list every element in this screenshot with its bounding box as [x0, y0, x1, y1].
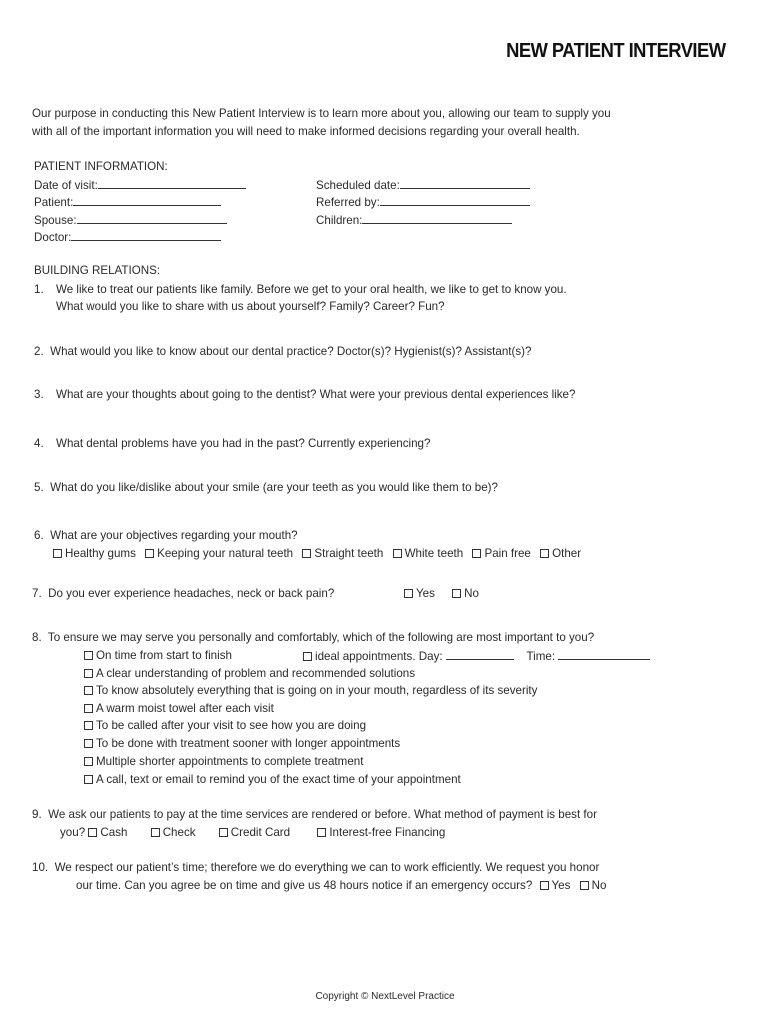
checkbox[interactable]	[393, 549, 402, 558]
q8-option[interactable]: To be done with treatment sooner with longer appointments	[84, 737, 400, 751]
checkbox[interactable]	[84, 686, 93, 695]
checkbox[interactable]	[84, 739, 93, 748]
page-title: NEW PATIENT INTERVIEW	[506, 40, 726, 62]
patient-field[interactable]	[34, 195, 221, 210]
checkbox[interactable]	[84, 721, 93, 730]
q10-line-2: our time. Can you agree be on time and give us 48 hours notice if an emergency occurs?	[76, 879, 533, 892]
patient-label: Patient:	[34, 196, 74, 209]
doctor-line[interactable]	[71, 230, 221, 241]
q10-yes-option[interactable]: Yes	[540, 879, 571, 893]
q9	[32, 808, 597, 822]
q9-you: you?	[60, 826, 86, 839]
spouse-line[interactable]	[77, 213, 227, 224]
checkbox[interactable]	[84, 704, 93, 713]
q8-number: 8.	[32, 631, 42, 644]
q6-text: What are your objectives regarding your mouth?	[50, 529, 298, 542]
checkbox[interactable]	[452, 589, 461, 598]
scheduled-date-label: Scheduled date:	[316, 179, 400, 192]
patient-info-heading: PATIENT INFORMATION:	[34, 160, 168, 173]
children-field[interactable]	[316, 213, 512, 228]
q8-option[interactable]: Multiple shorter appointments to complete treatment	[84, 755, 363, 769]
q5-number: 5.	[34, 481, 44, 494]
option-pain-free[interactable]: Pain free	[472, 547, 530, 561]
q6	[34, 529, 298, 543]
q6-number: 6.	[34, 529, 44, 542]
q1-line-1: We like to treat our patients like family. Before we get to your oral health, we like to get to know you.	[56, 283, 567, 296]
option-white-teeth[interactable]: White teeth	[393, 547, 464, 561]
date-of-visit-line[interactable]	[98, 178, 246, 189]
q2-number: 2.	[34, 345, 44, 358]
building-relations-heading: BUILDING RELATIONS:	[34, 264, 161, 277]
q8-text: To ensure we may serve you personally and comfortably, which of the following are most important to you?	[47, 631, 595, 644]
q7-text: Do you ever experience headaches, neck or back pain?	[48, 587, 335, 600]
q8-option[interactable]: A clear understanding of problem and recommended solutions	[84, 667, 415, 681]
checkbox[interactable]	[145, 549, 154, 558]
children-label: Children:	[316, 214, 363, 227]
q3-text: What are your thoughts about going to the dentist? What were your previous dental experiences like?	[56, 388, 576, 401]
checkbox[interactable]	[317, 828, 326, 837]
q7-no-option[interactable]: No	[452, 587, 479, 601]
date-of-visit-label: Date of visit:	[34, 179, 98, 192]
doctor-label: Doctor:	[34, 231, 72, 244]
intro-line-1: Our purpose in conducting this New Patient Interview is to learn more about you, allowing our team to supply you	[32, 107, 611, 120]
option-healthy-gums[interactable]: Healthy gums	[53, 547, 136, 561]
option-other[interactable]: Other	[540, 547, 581, 561]
scheduled-date-line[interactable]	[400, 178, 530, 189]
checkbox[interactable]	[84, 757, 93, 766]
copyright-footer: Copyright © NextLevel Practice	[315, 991, 455, 1002]
q4-text: What dental problems have you had in the past? Currently experiencing?	[56, 437, 431, 450]
q8-option[interactable]: A call, text or email to remind you of the exact time of your appointment	[84, 773, 461, 787]
time-label: Time:	[526, 650, 556, 663]
q5-text: What do you like/dislike about your smile (are your teeth as you would like them to be)?	[50, 481, 498, 494]
q1-number: 1.	[34, 283, 44, 296]
checkbox[interactable]	[404, 589, 413, 598]
q8-option[interactable]: A warm moist towel after each visit	[84, 702, 274, 716]
checkbox[interactable]	[540, 549, 549, 558]
checkbox[interactable]	[302, 549, 311, 558]
checkbox[interactable]	[540, 881, 549, 890]
q4-number: 4.	[34, 437, 44, 450]
q9-number: 9.	[32, 808, 42, 821]
scheduled-date-field[interactable]	[316, 178, 530, 193]
q1-line-2: What would you like to share with us about yourself? Family? Career? Fun?	[56, 300, 445, 313]
q8-option-ideal-appointments[interactable]: ideal appointments. Day: Time:	[303, 649, 650, 664]
q7-number: 7.	[32, 587, 42, 600]
q10	[32, 861, 599, 875]
day-line[interactable]	[446, 649, 514, 660]
time-line[interactable]	[558, 649, 650, 660]
checkbox[interactable]	[84, 651, 93, 660]
q3-number: 3.	[34, 388, 44, 401]
q5	[34, 481, 498, 495]
checkbox[interactable]	[88, 828, 97, 837]
q10-no-option[interactable]: No	[580, 879, 607, 893]
q9-options	[60, 826, 445, 840]
checkbox[interactable]	[151, 828, 160, 837]
checkbox[interactable]	[472, 549, 481, 558]
payment-credit-card-option[interactable]: Credit Card	[219, 826, 290, 840]
checkbox[interactable]	[84, 669, 93, 678]
q7-yes-option[interactable]: Yes	[404, 587, 435, 601]
spouse-label: Spouse:	[34, 214, 77, 227]
q8-option-on-time[interactable]: On time from start to finish	[84, 649, 232, 663]
patient-line[interactable]	[73, 195, 221, 206]
referred-by-label: Referred by:	[316, 196, 380, 209]
referred-by-line[interactable]	[380, 195, 530, 206]
option-natural-teeth[interactable]: Keeping your natural teeth	[145, 547, 293, 561]
checkbox[interactable]	[84, 775, 93, 784]
q8-option[interactable]: To be called after your visit to see how you are doing	[84, 719, 366, 733]
payment-check-option[interactable]: Check	[151, 826, 196, 840]
date-of-visit-field[interactable]	[34, 178, 246, 193]
checkbox[interactable]	[219, 828, 228, 837]
option-straight-teeth[interactable]: Straight teeth	[302, 547, 383, 561]
children-line[interactable]	[362, 213, 512, 224]
q2	[34, 345, 531, 359]
q8-option[interactable]: To know absolutely everything that is going on in your mouth, regardless of its severity	[84, 684, 537, 698]
q6-options	[53, 547, 581, 561]
checkbox[interactable]	[303, 652, 312, 661]
q7-answers	[404, 587, 479, 601]
q9-line-1: We ask our patients to pay at the time services are rendered or before. What method of payment is best for	[48, 808, 597, 821]
checkbox[interactable]	[53, 549, 62, 558]
q10-line-2-row	[76, 879, 607, 893]
q10-line-1: We respect our patient’s time; therefore we do everything we can to work efficiently. We request you honor	[54, 861, 600, 874]
intro-line-2: with all of the important information you will need to make informed decisions regarding your overall health.	[32, 125, 580, 138]
q8	[32, 631, 594, 645]
doctor-field[interactable]	[34, 230, 221, 245]
payment-cash-option[interactable]: Cash	[88, 826, 127, 840]
payment-financing-option[interactable]: Interest-free Financing	[317, 826, 445, 840]
referred-by-field[interactable]	[316, 195, 530, 210]
q2-text: What would you like to know about our dental practice? Doctor(s)? Hygienist(s)? Assistant(s)?	[50, 345, 532, 358]
spouse-field[interactable]	[34, 213, 227, 228]
q10-number: 10.	[32, 861, 49, 874]
checkbox[interactable]	[580, 881, 589, 890]
q7	[32, 587, 334, 601]
